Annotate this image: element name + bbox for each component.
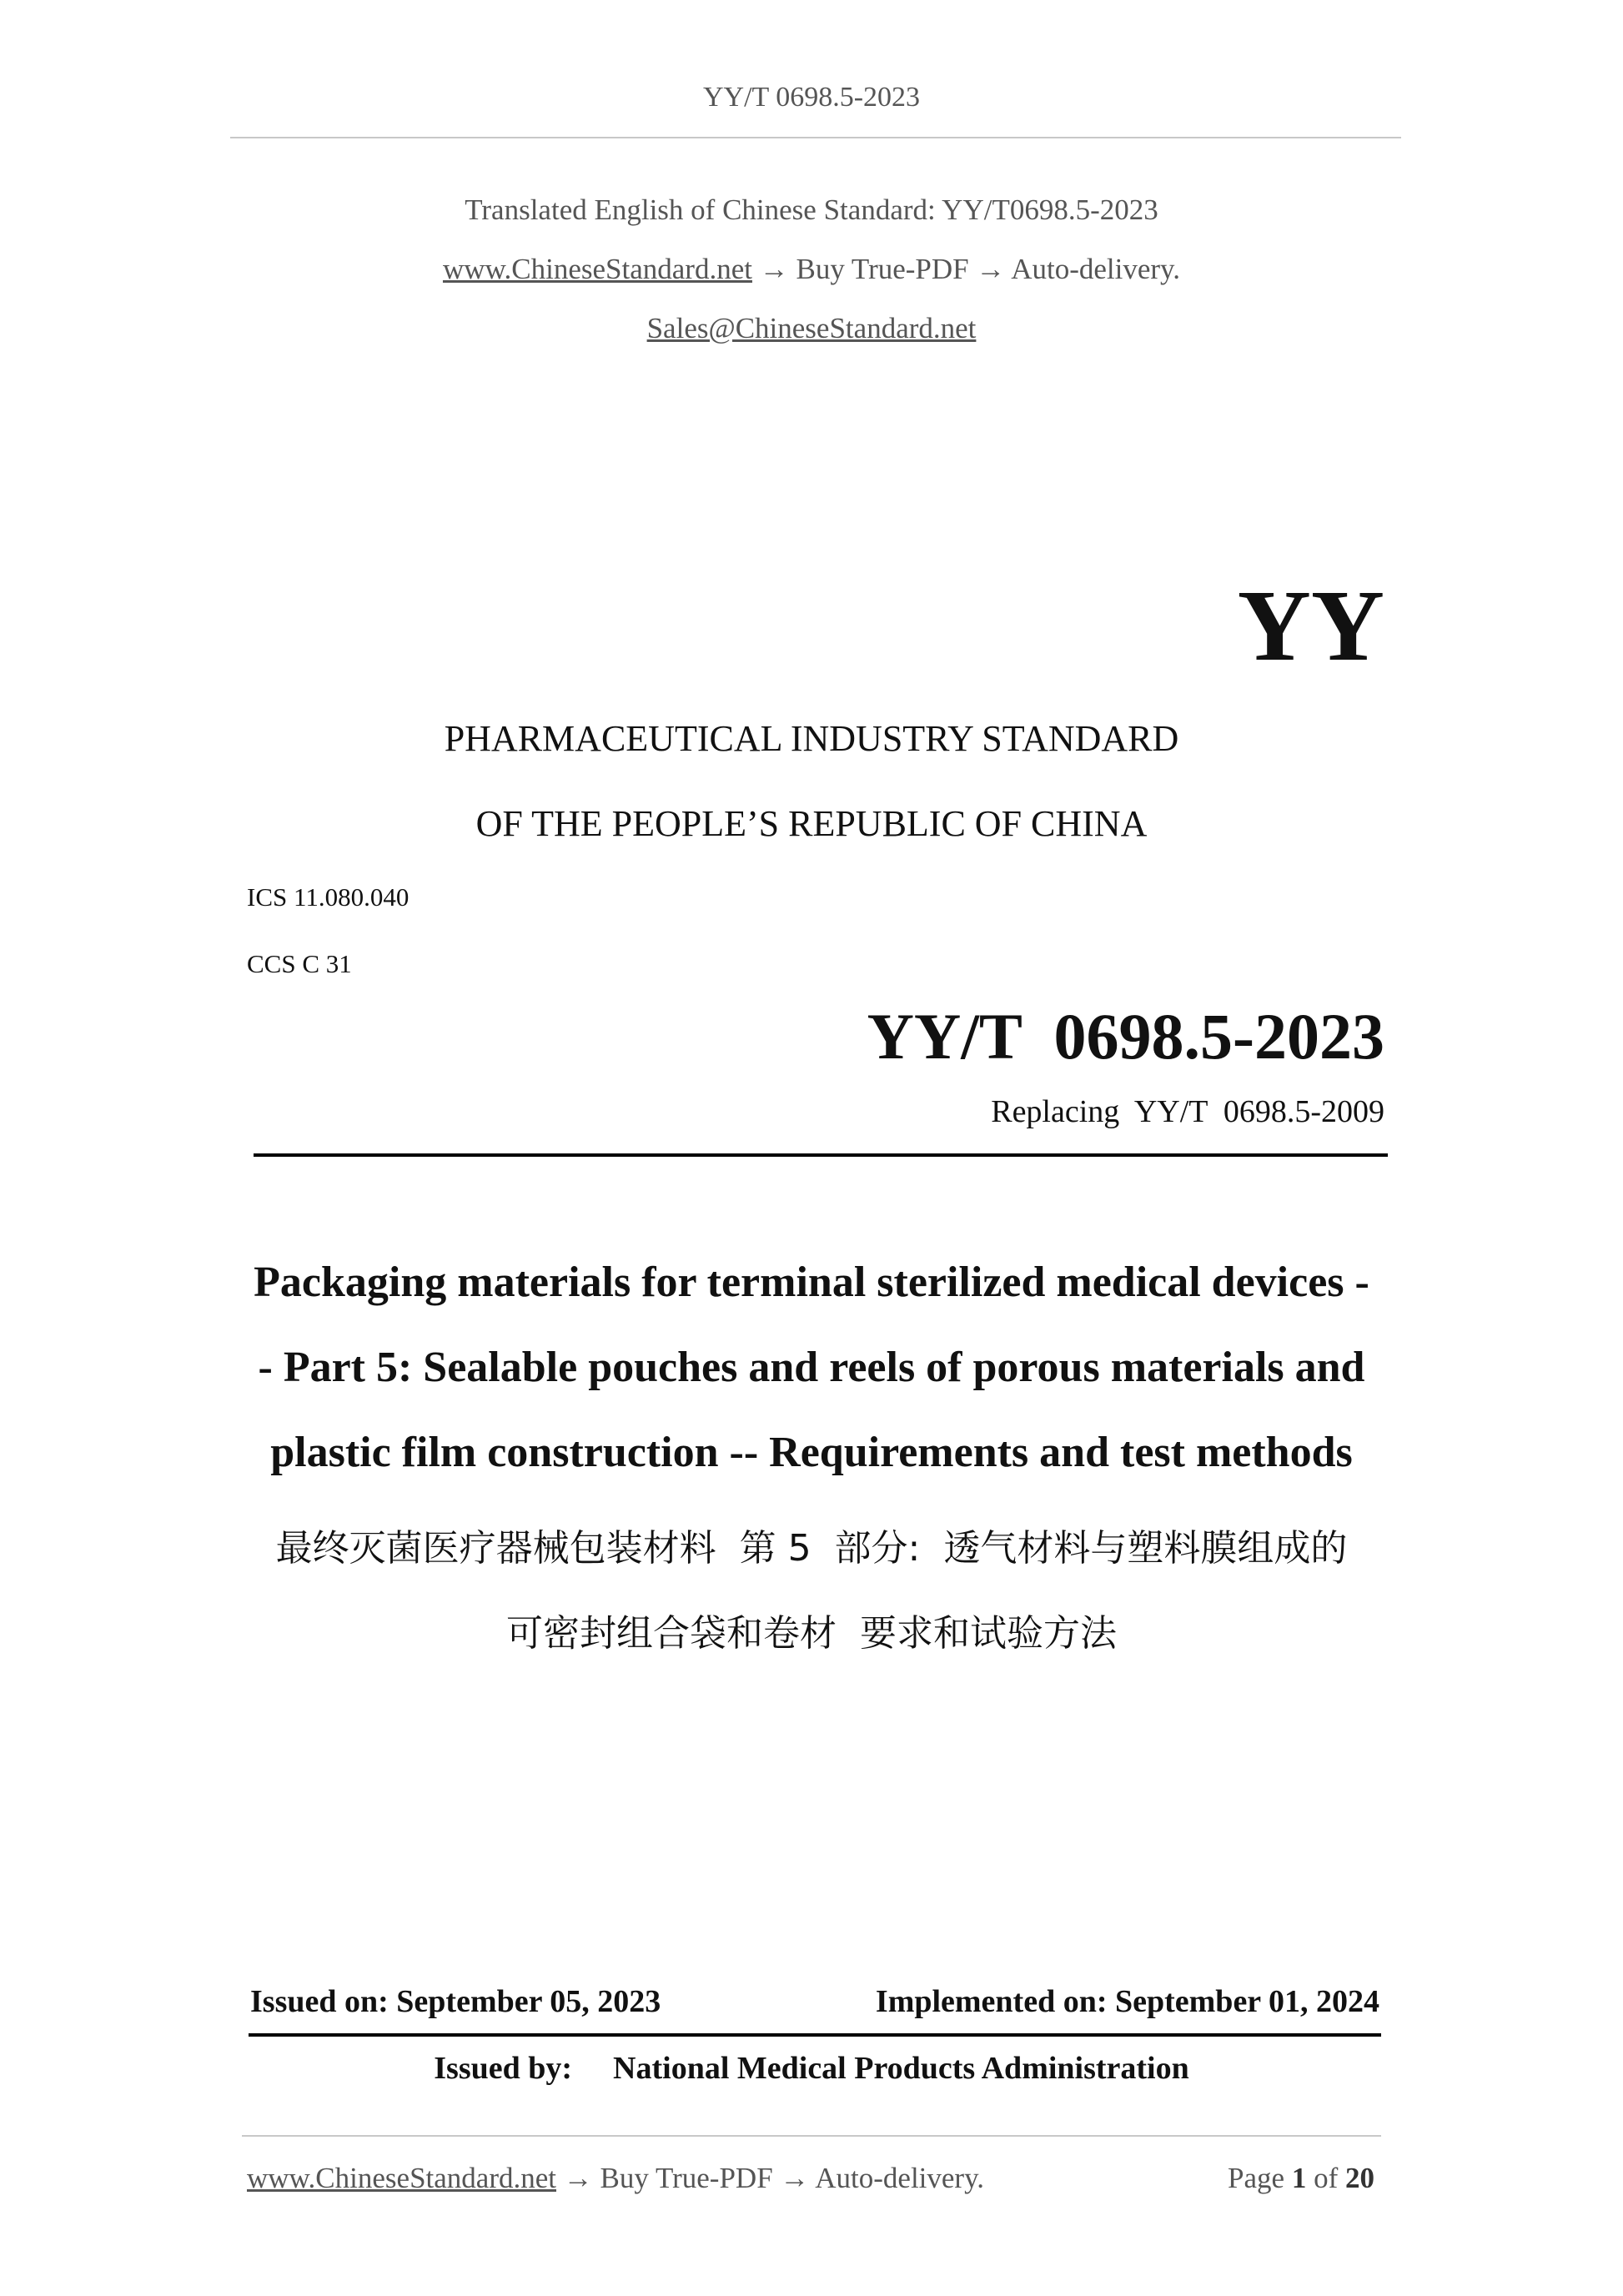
standard-number: YY/T 0698.5-2023 — [867, 1000, 1384, 1073]
implemented-date: Implemented on: September 01, 2024 — [875, 1984, 1379, 2019]
promo-line — [0, 253, 1623, 286]
ics-code: ICS 11.080.040 — [247, 882, 410, 912]
arrow-right-icon: → — [563, 2162, 593, 2194]
issuer-line — [0, 2050, 1623, 2087]
number-divider — [254, 1153, 1388, 1157]
email-line — [0, 312, 1623, 345]
page-current: 1 — [1291, 2162, 1307, 2194]
arrow-right-icon: → — [759, 253, 789, 285]
page-label: Page — [1228, 2162, 1285, 2194]
arrow-right-icon: → — [780, 2162, 810, 2194]
translation-notice: Translated English of Chinese Standard: YY/T0698.5-2023 — [465, 193, 1158, 226]
title-en-line-1: Packaging materials for terminal sterilized medical devices - — [254, 1259, 1369, 1306]
delivery-text: Auto-delivery. — [1011, 253, 1181, 285]
footer-buy-text: Buy True-PDF — [600, 2162, 773, 2194]
page-of: of — [1314, 2162, 1339, 2194]
buy-text: Buy True-PDF — [796, 253, 969, 285]
header-divider — [230, 137, 1401, 138]
footer-site-link[interactable]: www.ChineseStandard.net — [247, 2162, 556, 2194]
title-zh-line-1: 最终灭菌医疗器械包装材料 第 5 部分: 透气材料与塑料膜组成的 — [275, 1527, 1348, 1570]
standard-mark: YY — [1237, 570, 1384, 682]
issuer-name: National Medical Products Administration — [613, 2051, 1189, 2086]
footer-divider — [242, 2135, 1381, 2137]
email-link[interactable]: Sales@ChineseStandard.net — [646, 312, 977, 344]
page-indicator — [1228, 2162, 1374, 2195]
site-link[interactable]: www.ChineseStandard.net — [442, 253, 752, 285]
arrow-right-icon: → — [976, 253, 1006, 285]
issued-date: Issued on: September 05, 2023 — [250, 1984, 661, 2019]
footer-delivery-text: Auto-delivery. — [815, 2162, 985, 2194]
issuer-label: Issued by: — [434, 2051, 573, 2086]
dates-divider — [249, 2033, 1381, 2037]
page-total: 20 — [1345, 2162, 1374, 2194]
footer-promo — [247, 2162, 984, 2195]
ccs-code: CCS C 31 — [247, 949, 352, 978]
org-line-2: OF THE PEOPLE’S REPUBLIC OF CHINA — [475, 803, 1148, 844]
org-line-1: PHARMACEUTICAL INDUSTRY STANDARD — [444, 718, 1179, 759]
replacing-note: Replacing YY/T 0698.5-2009 — [991, 1094, 1384, 1129]
title-zh-line-2: 可密封组合袋和卷材 要求和试验方法 — [506, 1612, 1117, 1655]
running-header: YY/T 0698.5-2023 — [702, 82, 921, 113]
title-en-line-3: plastic film construction -- Requirements and test methods — [270, 1429, 1353, 1476]
title-en-line-2: - Part 5: Sealable pouches and reels of porous materials and — [258, 1344, 1365, 1391]
